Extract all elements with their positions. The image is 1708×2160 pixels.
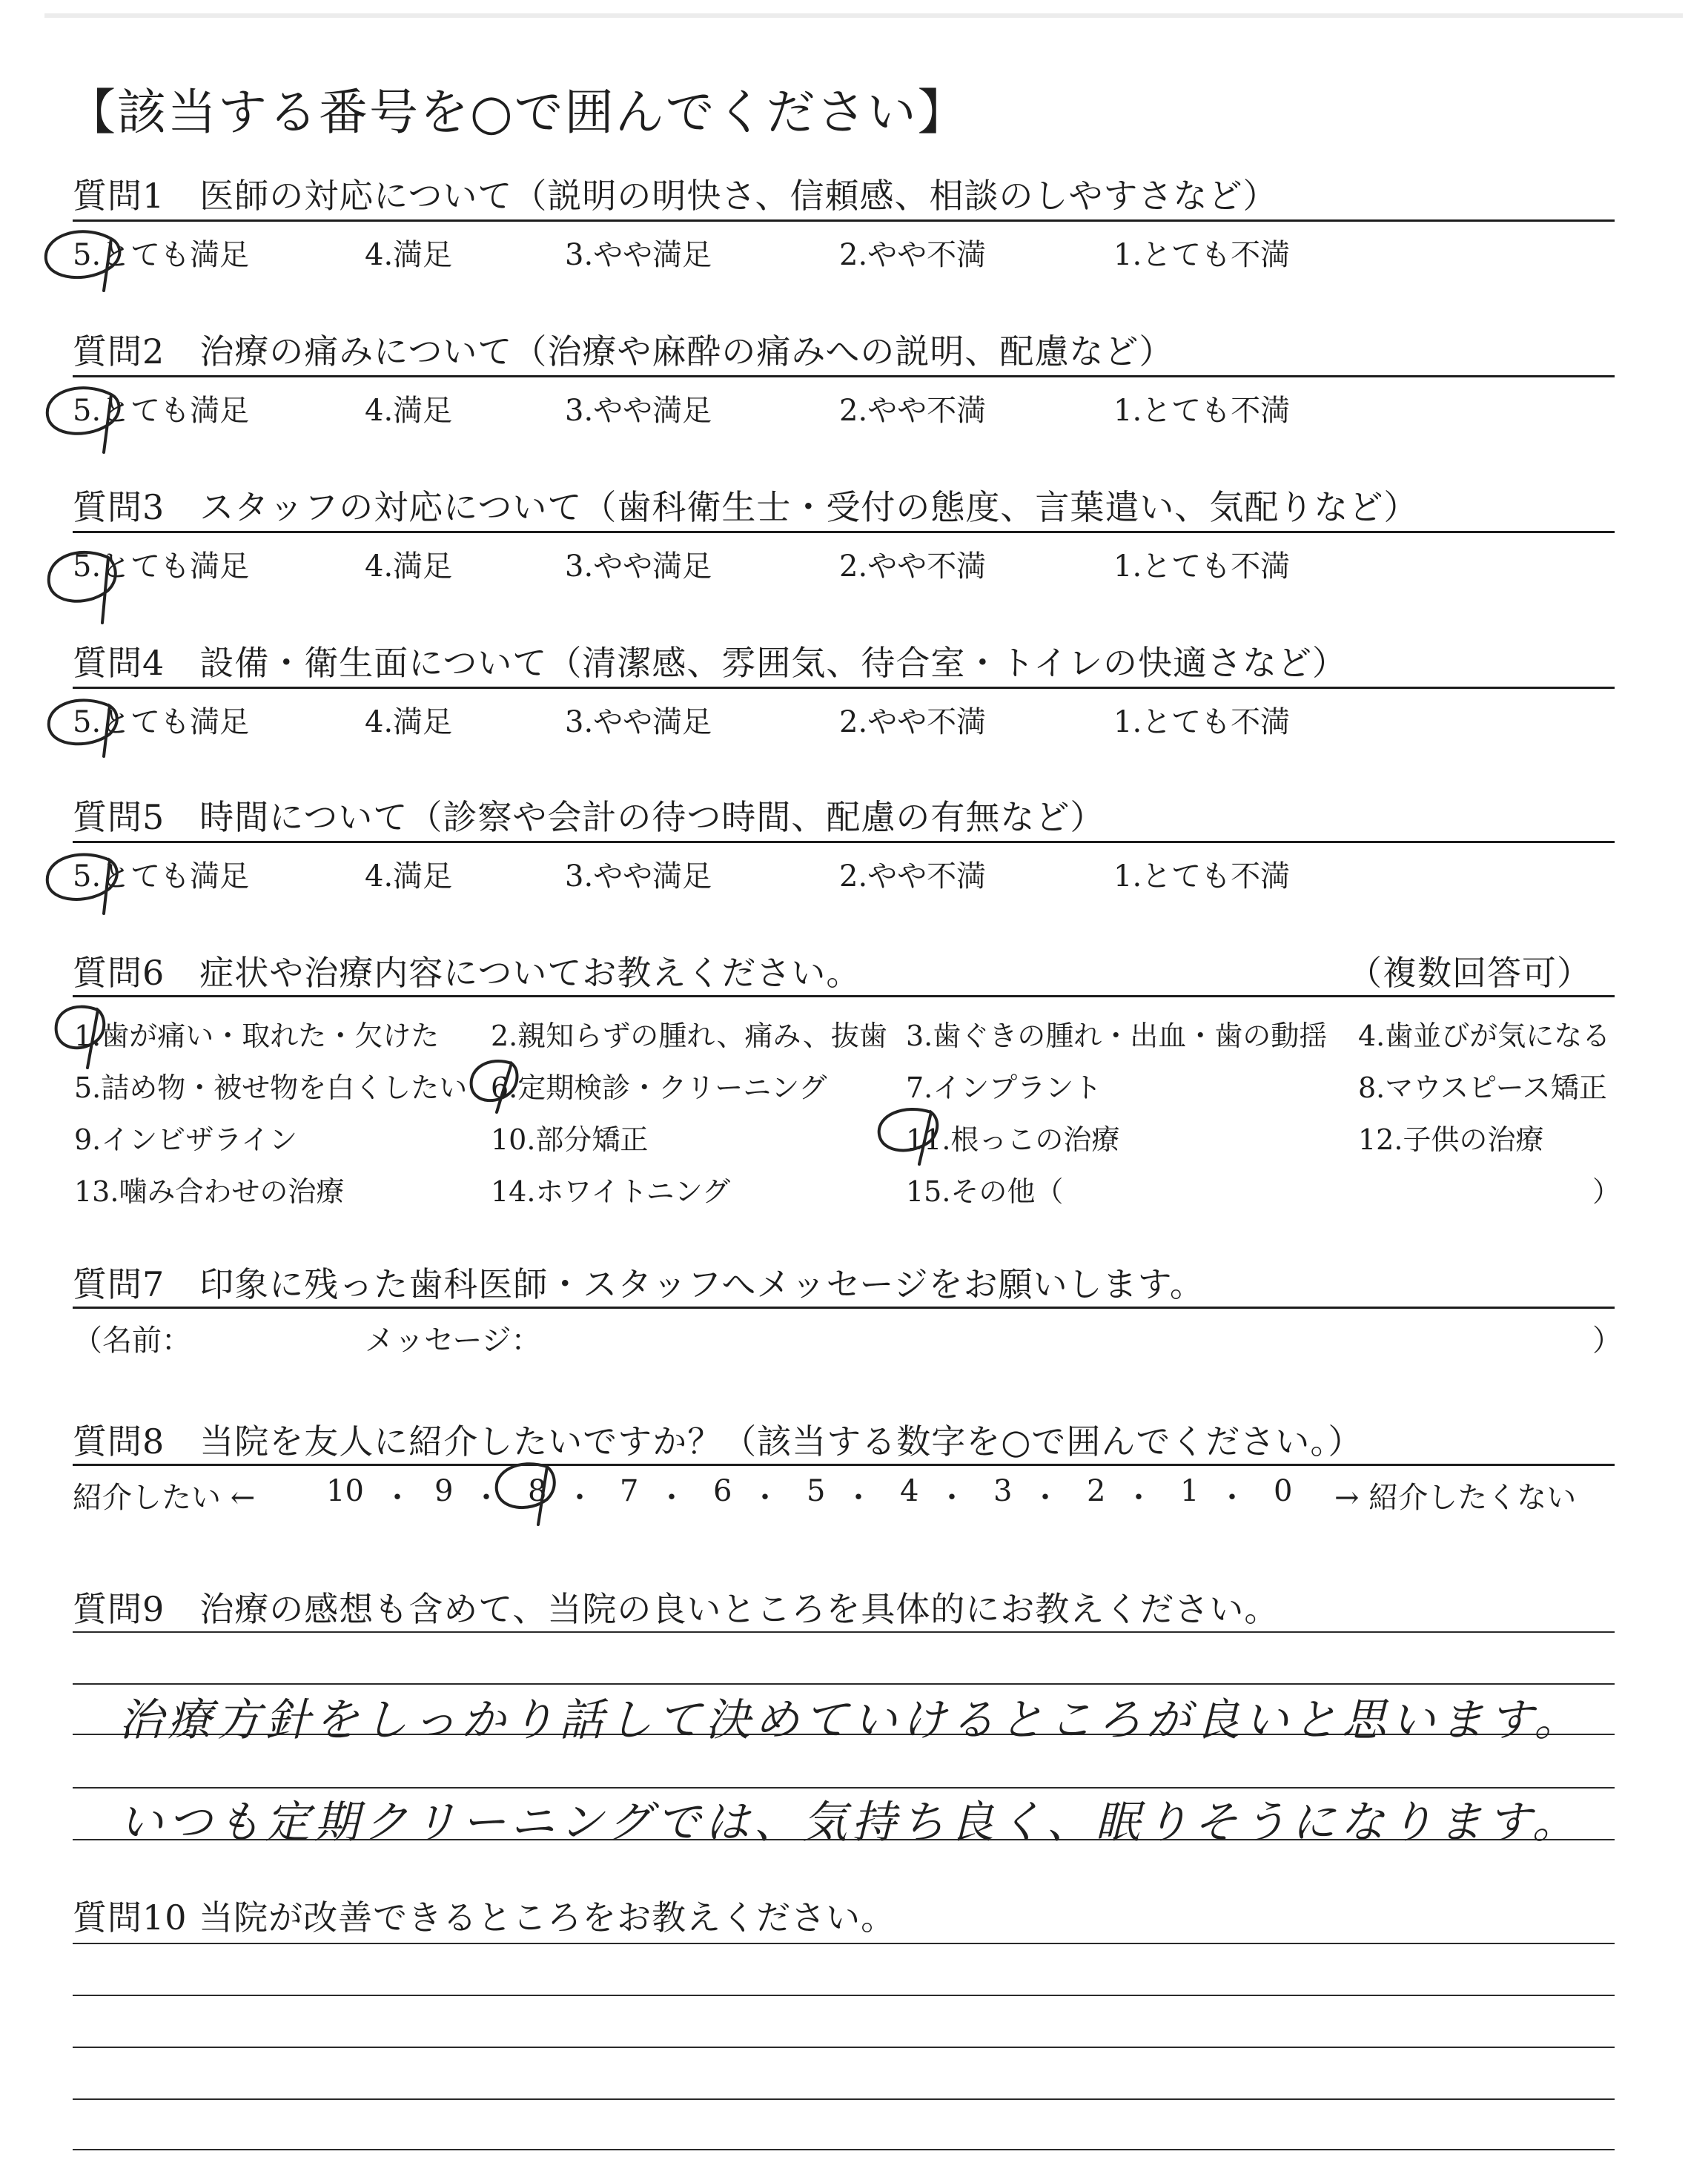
q8-sep: ・ — [383, 1481, 412, 1515]
question-10-title: 質問10 当院が改善できるところをお教えください。 — [73, 1898, 896, 1938]
q6-option-1[interactable]: 1.歯が痛い・取れた・欠けた — [74, 1020, 440, 1052]
q8-sep: ・ — [565, 1481, 595, 1515]
q5-option-1[interactable]: 1.とても不満 — [1113, 859, 1291, 894]
question-3-title: 質問3 スタッフの対応について（歯科衛生士・受付の態度、言葉遣い、気配りなど） — [73, 487, 1419, 527]
q7-name-label: （名前： — [73, 1324, 191, 1358]
q6-option-15[interactable]: 15.その他（ — [906, 1175, 1064, 1208]
page-title: 【該当する番号を○で囲んでください】 — [67, 84, 968, 141]
q1-option-1[interactable]: 1.とても不満 — [1113, 238, 1291, 272]
q2-option-4[interactable]: 4.満足 — [365, 394, 453, 428]
q2-option-3[interactable]: 3.やや満足 — [565, 394, 712, 428]
q7-message-label: メッセージ： — [365, 1324, 541, 1358]
q9-handwritten-line-1: 治療方針をしっかり話して決めていけるところが良いと思います。 — [119, 1694, 1583, 1746]
question-6-note: （複数回答可） — [1348, 953, 1592, 993]
question-9-title: 質問9 治療の感想も含めて、当院の良いところを具体的にお教えください。 — [73, 1589, 1280, 1629]
question-6-title: 質問6 症状や治療内容についてお教えください。 — [73, 953, 861, 993]
question-2-title: 質問2 治療の痛みについて（治療や麻酔の痛みへの説明、配慮など） — [73, 331, 1174, 371]
q5-option-5[interactable]: 5.とても満足 — [73, 859, 250, 894]
q7-close-paren: ） — [1592, 1324, 1622, 1358]
q6-option-6[interactable]: 6.定期検診・クリーニング — [491, 1071, 827, 1104]
q5-option-4[interactable]: 4.満足 — [365, 859, 453, 894]
q8-value-5[interactable]: 5 — [807, 1474, 826, 1508]
q6-option-4[interactable]: 4.歯並びが気になる — [1358, 1020, 1611, 1052]
q6-option-2[interactable]: 2.親知らずの腫れ、痛み、抜歯 — [491, 1020, 887, 1052]
q3-option-2[interactable]: 2.やや不満 — [839, 549, 987, 584]
q1-option-3[interactable]: 3.やや満足 — [565, 238, 712, 272]
q8-value-10[interactable]: 10 — [326, 1474, 364, 1508]
q8-sep: ・ — [1217, 1481, 1247, 1515]
q4-selection-circle — [49, 700, 117, 756]
q6-option-6-circle — [471, 1061, 517, 1112]
q2-option-1[interactable]: 1.とても不満 — [1113, 394, 1291, 428]
q8-value-1[interactable]: 1 — [1180, 1474, 1199, 1508]
q8-sep: ・ — [471, 1481, 501, 1515]
q4-option-5[interactable]: 5.とても満足 — [73, 705, 250, 739]
q4-option-1[interactable]: 1.とても不満 — [1113, 705, 1291, 739]
q1-selection-circle — [46, 231, 120, 291]
q8-sep: ・ — [1030, 1481, 1060, 1515]
q8-value-2[interactable]: 2 — [1087, 1474, 1106, 1508]
q6-option-9[interactable]: 9.インビザライン — [74, 1123, 298, 1156]
q1-option-5[interactable]: 5.とても満足 — [73, 238, 250, 272]
q5-option-3[interactable]: 3.やや満足 — [565, 859, 712, 894]
q8-sep: ・ — [1124, 1481, 1153, 1515]
q8-value-9[interactable]: 9 — [434, 1474, 454, 1508]
q8-sep: ・ — [750, 1481, 780, 1515]
q6-option-14[interactable]: 14.ホワイトニング — [491, 1175, 731, 1208]
q8-value-8[interactable]: 8 — [528, 1474, 547, 1508]
q8-selection-circle — [497, 1464, 555, 1525]
q8-sep: ・ — [844, 1481, 873, 1515]
question-1-title: 質問1 医師の対応について（説明の明快さ、信頼感、相談のしやすさなど） — [73, 176, 1278, 216]
q8-value-4[interactable]: 4 — [900, 1474, 919, 1508]
q8-value-7[interactable]: 7 — [620, 1474, 639, 1508]
q3-option-3[interactable]: 3.やや満足 — [565, 549, 712, 584]
q6-option-8[interactable]: 8.マウスピース矯正 — [1358, 1071, 1607, 1104]
q8-right-label: → 紹介したくない — [1334, 1481, 1577, 1515]
q5-option-2[interactable]: 2.やや不満 — [839, 859, 987, 894]
q6-other-close-paren: ） — [1592, 1175, 1621, 1208]
q4-option-3[interactable]: 3.やや満足 — [565, 705, 712, 739]
q2-option-2[interactable]: 2.やや不満 — [839, 394, 987, 428]
q4-option-2[interactable]: 2.やや不満 — [839, 705, 987, 739]
question-4-title: 質問4 設備・衛生面について（清潔感、雰囲気、待合室・トイレの快適さなど） — [73, 643, 1348, 683]
q3-option-5[interactable]: 5.とても満足 — [73, 549, 250, 584]
q8-value-6[interactable]: 6 — [713, 1474, 732, 1508]
q1-option-4[interactable]: 4.満足 — [365, 238, 453, 272]
q8-value-3[interactable]: 3 — [993, 1474, 1013, 1508]
q2-selection-circle — [47, 388, 119, 452]
q6-option-10[interactable]: 10.部分矯正 — [491, 1123, 649, 1156]
q8-value-0[interactable]: 0 — [1274, 1474, 1293, 1508]
q8-sep: ・ — [657, 1481, 686, 1515]
q1-option-2[interactable]: 2.やや不満 — [839, 238, 987, 272]
q9-handwritten-line-2: いつも定期クリーニングでは、気持ち良く、眠りそうになります。 — [119, 1797, 1581, 1849]
q3-option-4[interactable]: 4.満足 — [365, 549, 453, 584]
q6-option-11-circle — [879, 1109, 938, 1164]
q3-selection-circle — [49, 552, 116, 623]
q6-option-3[interactable]: 3.歯ぐきの腫れ・出血・歯の動揺 — [906, 1020, 1328, 1052]
q3-option-1[interactable]: 1.とても不満 — [1113, 549, 1291, 584]
q6-option-5[interactable]: 5.詰め物・被せ物を白くしたい — [74, 1071, 468, 1104]
q8-left-label: 紹介したい ← — [73, 1481, 256, 1515]
q4-option-4[interactable]: 4.満足 — [365, 705, 453, 739]
question-8-title: 質問8 当院を友人に紹介したいですか？（該当する数字を○で囲んでください。） — [73, 1421, 1363, 1462]
question-5-title: 質問5 時間について（診察や会計の待つ時間、配慮の有無など） — [73, 797, 1105, 837]
question-7-title: 質問7 印象に残った歯科医師・スタッフへメッセージをお願いします。 — [73, 1264, 1205, 1304]
q6-option-12[interactable]: 12.子供の治療 — [1358, 1123, 1544, 1156]
q5-selection-circle — [47, 854, 117, 914]
q6-option-13[interactable]: 13.噛み合わせの治療 — [74, 1175, 345, 1208]
q2-option-5[interactable]: 5.とても満足 — [73, 394, 250, 428]
q6-option-7[interactable]: 7.インプラント — [906, 1071, 1102, 1104]
q8-sep: ・ — [937, 1481, 967, 1515]
q6-option-11[interactable]: 11.根っこの治療 — [906, 1123, 1120, 1156]
q6-option-1-circle — [56, 1007, 105, 1068]
